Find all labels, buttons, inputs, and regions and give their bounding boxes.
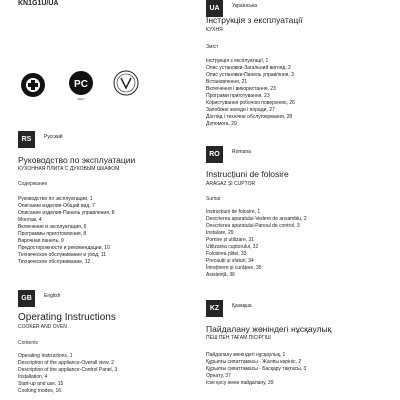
language-name-kz: Қазақша: [232, 303, 252, 309]
toc-item[interactable]: Включение и эксплуатация, 6: [18, 224, 87, 230]
toc-item[interactable]: Описание изделия-Общий вид, 7: [18, 203, 95, 209]
model-number: KN1G1U/UA: [18, 0, 59, 7]
contents-label-en: Contents: [18, 340, 39, 346]
right-column: [206, 0, 376, 400]
toc-ro: [206, 209, 307, 279]
eac-mark-icon: [113, 70, 139, 96]
title-ru: Руководство по эксплуатации: [18, 155, 136, 165]
toc-item[interactable]: Програми приготування, 23: [206, 93, 270, 99]
contents-label-ua: Зміст: [206, 44, 219, 50]
left-column: [18, 0, 188, 400]
toc-item[interactable]: Опис установки-Панель управління, 3: [206, 72, 294, 78]
contents-label-ro: Sumar: [206, 196, 221, 202]
toc-item[interactable]: Опис установки-Загальний вигляд, 2: [206, 65, 291, 71]
subtitle-ro: ARAGAZ ȘI CUPTOR: [206, 181, 256, 187]
toc-item[interactable]: Іске қосу және пайдалану, 39: [206, 380, 274, 386]
toc-item[interactable]: Întreținere și curățare, 35: [206, 265, 262, 271]
toc-item[interactable]: Программы приготовления, 8: [18, 231, 87, 237]
language-badge-ro: RO: [206, 146, 223, 163]
toc-item[interactable]: Description of the appliance-Overall view, 2: [18, 360, 114, 366]
svg-text:PC: PC: [74, 79, 88, 90]
gost-r-mark-icon: [20, 72, 46, 98]
title-en: Operating Instructions: [18, 312, 116, 323]
toc-item[interactable]: Встановлення, 21: [206, 79, 248, 85]
language-badge-en: GB: [18, 290, 35, 307]
toc-item[interactable]: Құрылғы сипаттамасы - Жалпы көрініс, 2: [206, 359, 302, 365]
toc-item[interactable]: Precauții și sfaturi, 34: [206, 258, 254, 264]
toc-item[interactable]: Description of the appliance-Control Panel, 3: [18, 367, 118, 373]
language-badge-ru: RS: [18, 131, 35, 148]
toc-item[interactable]: Descrierea aparatului-Vedere de ansamblu, 2: [206, 216, 307, 222]
subtitle-ua: КУХНЯ: [206, 27, 223, 33]
toc-item[interactable]: Folosirea plitei, 33: [206, 251, 247, 257]
language-badge-kz: KZ: [206, 300, 223, 317]
language-name-ro: Romana: [232, 149, 251, 155]
toc-item[interactable]: Asistență, 36: [206, 272, 235, 278]
language-name-en: English: [44, 293, 61, 299]
toc-item[interactable]: Користування робочою поверхнею, 26: [206, 100, 295, 106]
toc-item[interactable]: Техническое обслуживание, 12: [18, 259, 91, 265]
certification-marks: [20, 66, 130, 106]
toc-en: [18, 353, 117, 395]
toc-item[interactable]: Монтаж, 4: [18, 217, 42, 223]
toc-item[interactable]: Utilizarea cuptorului, 32: [206, 244, 259, 250]
toc-item[interactable]: Включення і використання, 23: [206, 86, 276, 92]
toc-ru: [18, 196, 114, 266]
toc-item[interactable]: Start-up and use, 15: [18, 381, 64, 387]
toc-item[interactable]: Руководство по эксплуатации, 1: [18, 196, 93, 202]
toc-kz: [206, 352, 306, 387]
toc-item[interactable]: Operating Instructions, 1: [18, 353, 73, 359]
toc-item[interactable]: Запобіжні заходи і поради, 27: [206, 107, 275, 113]
toc-item[interactable]: Descrierea aparatului-Panoul de control, 3: [206, 223, 300, 229]
toc-item[interactable]: Техническое обслуживание и уход, 11: [18, 252, 107, 258]
subtitle-en: COOKER AND OVEN: [18, 324, 67, 330]
language-badge-ua: UA: [206, 0, 223, 17]
toc-item[interactable]: Instalare, 29: [206, 230, 234, 236]
toc-item[interactable]: Догляд і технічне обслуговування, 28: [206, 114, 293, 120]
toc-item[interactable]: Допомога, 29: [206, 121, 237, 127]
pct-sublabel: AE07: [77, 97, 85, 101]
subtitle-ru: КУХОННАЯ ПЛИТА С ДУХОВЫМ ШКАФОМ: [18, 166, 120, 172]
toc-ua: [206, 58, 295, 128]
pct-mark-icon: [68, 70, 94, 96]
title-kz: Пайдалану жөніндегі нұсқаулық: [206, 324, 332, 334]
toc-item[interactable]: Installation, 4: [18, 374, 48, 380]
toc-item[interactable]: Пайдалану жөніндегі нұсқаулық, 1: [206, 352, 286, 358]
language-name-ru: Русский: [44, 134, 63, 140]
subtitle-kz: ПЕШ ПЕН ТАҒАМ ПІСІРГІШ: [206, 335, 271, 341]
title-ua: Інструкція з експлуатації: [206, 15, 303, 25]
toc-item[interactable]: Інструкція з експлуатації, 1: [206, 58, 269, 64]
contents-label-ru: Содержание: [18, 181, 48, 187]
toc-item[interactable]: Pornire și utilizare, 31: [206, 237, 255, 243]
toc-item[interactable]: Instrucțiuni de folosire, 1: [206, 209, 261, 215]
language-name-ua: Українська: [232, 3, 258, 9]
toc-item[interactable]: Описание изделия-Панель управления, 8: [18, 210, 115, 216]
toc-item[interactable]: Cooking modes, 16: [18, 388, 62, 394]
toc-item[interactable]: Варочная панель, 9: [18, 238, 64, 244]
toc-item[interactable]: Құрылғы сипаттамасы - Басқару тақтасы, 3: [206, 366, 307, 372]
title-ro: Instrucțiuni de folosire: [206, 169, 289, 179]
toc-item[interactable]: Предосторожности и рекомендации, 10: [18, 245, 110, 251]
toc-item[interactable]: Орнату, 37: [206, 373, 231, 379]
